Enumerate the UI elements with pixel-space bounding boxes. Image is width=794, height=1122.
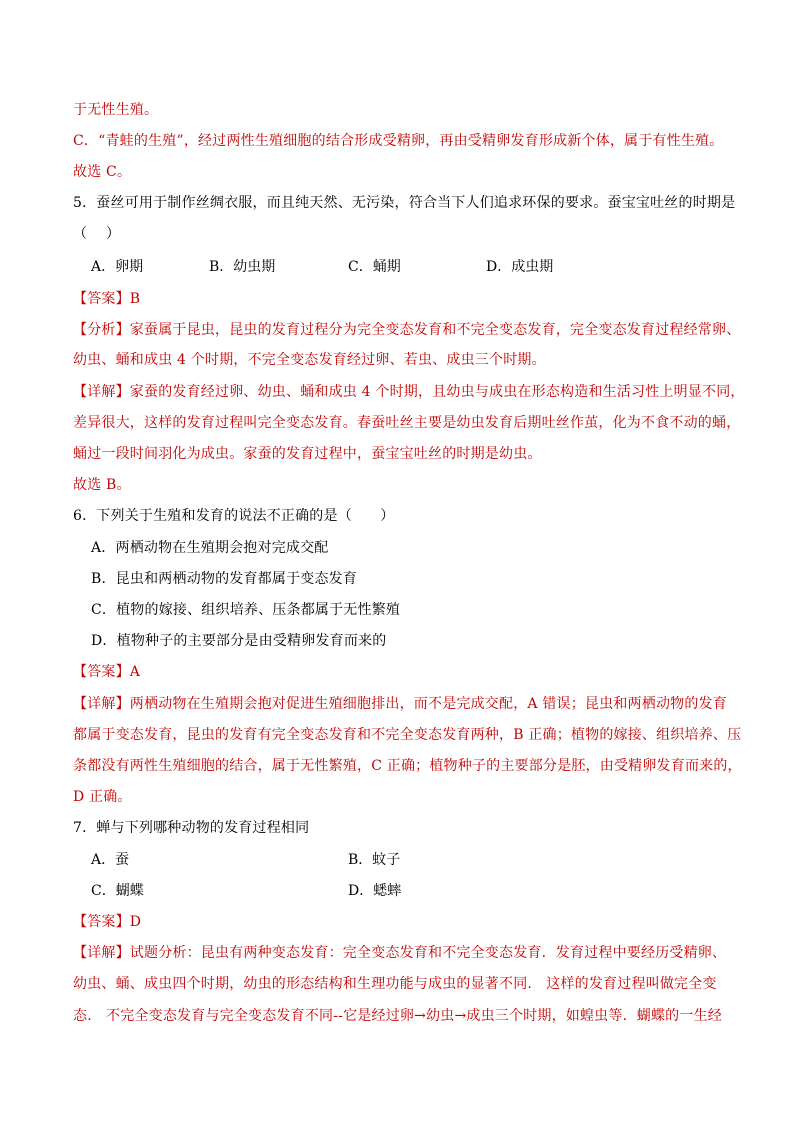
q5-detail-line-1: 【详解】家蚕的发育经过卵、幼虫、蛹和成虫 4 个时期，且幼虫与成虫在形态构造和生活习性上明显不同，: [73, 384, 745, 400]
q6-detail-line-4: D 正确。: [73, 789, 132, 805]
q6-stem: 6．下列关于生殖和发育的说法不正确的是（ ）: [73, 508, 395, 524]
prev-choose-line: 故选 C。: [73, 164, 132, 180]
q6-option-d: D．植物种子的主要部分是由受精卵发育而来的: [91, 633, 387, 649]
q5-option-b: B．幼虫期: [209, 259, 276, 275]
q7-detail-line-1: 【详解】试题分析：昆虫有两种变态发育：完全变态发育和不完全变态发育．发育过程中要经历受精卵、: [73, 945, 727, 961]
q7-option-c: C．蝴蝶: [91, 883, 144, 899]
q7-stem: 7．蝉与下列哪种动物的发育过程相同: [73, 820, 310, 836]
q5-analysis-line-1: 【分析】家蚕属于昆虫，昆虫的发育过程分为完全变态发育和不完全变态发育，完全变态发育过程经常卵、: [73, 322, 741, 338]
q7-answer: 【答案】D: [73, 914, 142, 930]
q5-option-a: A．卵期: [91, 259, 144, 275]
q7-option-a: A．蚕: [91, 852, 130, 868]
q5-detail-line-2: 差异很大，这样的发育过程叫完全变态发育。春蚕吐丝主要是幼虫发育后期吐丝作茧，化为不食不动的蛹，: [73, 415, 741, 431]
q5-choose-line: 故选 B。: [73, 477, 131, 493]
q5-answer: 【答案】B: [73, 291, 141, 307]
q6-answer: 【答案】A: [73, 664, 141, 680]
q6-detail-line-1: 【详解】两栖动物在生殖期会抱对促进生殖细胞排出，而不是完成交配，A 错误；昆虫和两栖动物的发育: [73, 696, 727, 712]
q5-detail-line-3: 蛹过一段时间羽化为成虫。家蚕的发育过程中，蚕宝宝吐丝的时期是幼虫。: [73, 446, 542, 462]
q5-option-c: C．蛹期: [348, 259, 401, 275]
q6-option-a: A．两栖动物在生殖期会抱对完成交配: [91, 540, 329, 556]
prev-answer-line-1: 于无性生殖。: [73, 102, 159, 118]
q5-stem-line-1: 5．蚕丝可用于制作丝绸衣服，而且纯天然、无污染，符合当下人们追求环保的要求。蚕宝宝吐丝的时期是: [73, 195, 736, 211]
q5-stem-line-2: （ ）: [73, 226, 121, 242]
q6-detail-line-2: 都属于变态发育，昆虫的发育有完全变态发育和不完全变态发育两种，B 正确；植物的嫁接、组织培养、压: [73, 727, 742, 743]
q5-option-d: D．成虫期: [486, 259, 554, 275]
q5-analysis-line-2: 幼虫、蛹和成虫 4 个时期，不完全变态发育经过卵、若虫、成虫三个时期。: [73, 352, 546, 368]
q7-detail-line-3: 态. 不完全变态发育与完全变态发育不同--它是经过卵→幼虫→成虫三个时期，如蝗虫等．蝴蝶的一生经: [73, 1008, 722, 1024]
q6-option-b: B．昆虫和两栖动物的发育都属于变态发育: [91, 571, 358, 587]
q7-detail-line-2: 幼虫、蛹、成虫四个时期，幼虫的形态结构和生理功能与成虫的显著不同. 这样的发育过程叫做完全变: [73, 976, 717, 992]
q7-option-d: D．蟋蟀: [348, 883, 402, 899]
q7-option-b: B．蚊子: [348, 852, 401, 868]
q6-detail-line-3: 条都没有两性生殖细胞的结合，属于无性繁殖，C 正确；植物种子的主要部分是胚，由受精卵发育而来的，: [73, 758, 742, 774]
prev-answer-line-2: C．“青蛙的生殖”，经过两性生殖细胞的结合形成受精卵，再由受精卵发育形成新个体，属于有性生殖。: [73, 133, 724, 149]
q6-option-c: C．植物的嫁接、组织培养、压条都属于无性繁殖: [91, 602, 401, 618]
